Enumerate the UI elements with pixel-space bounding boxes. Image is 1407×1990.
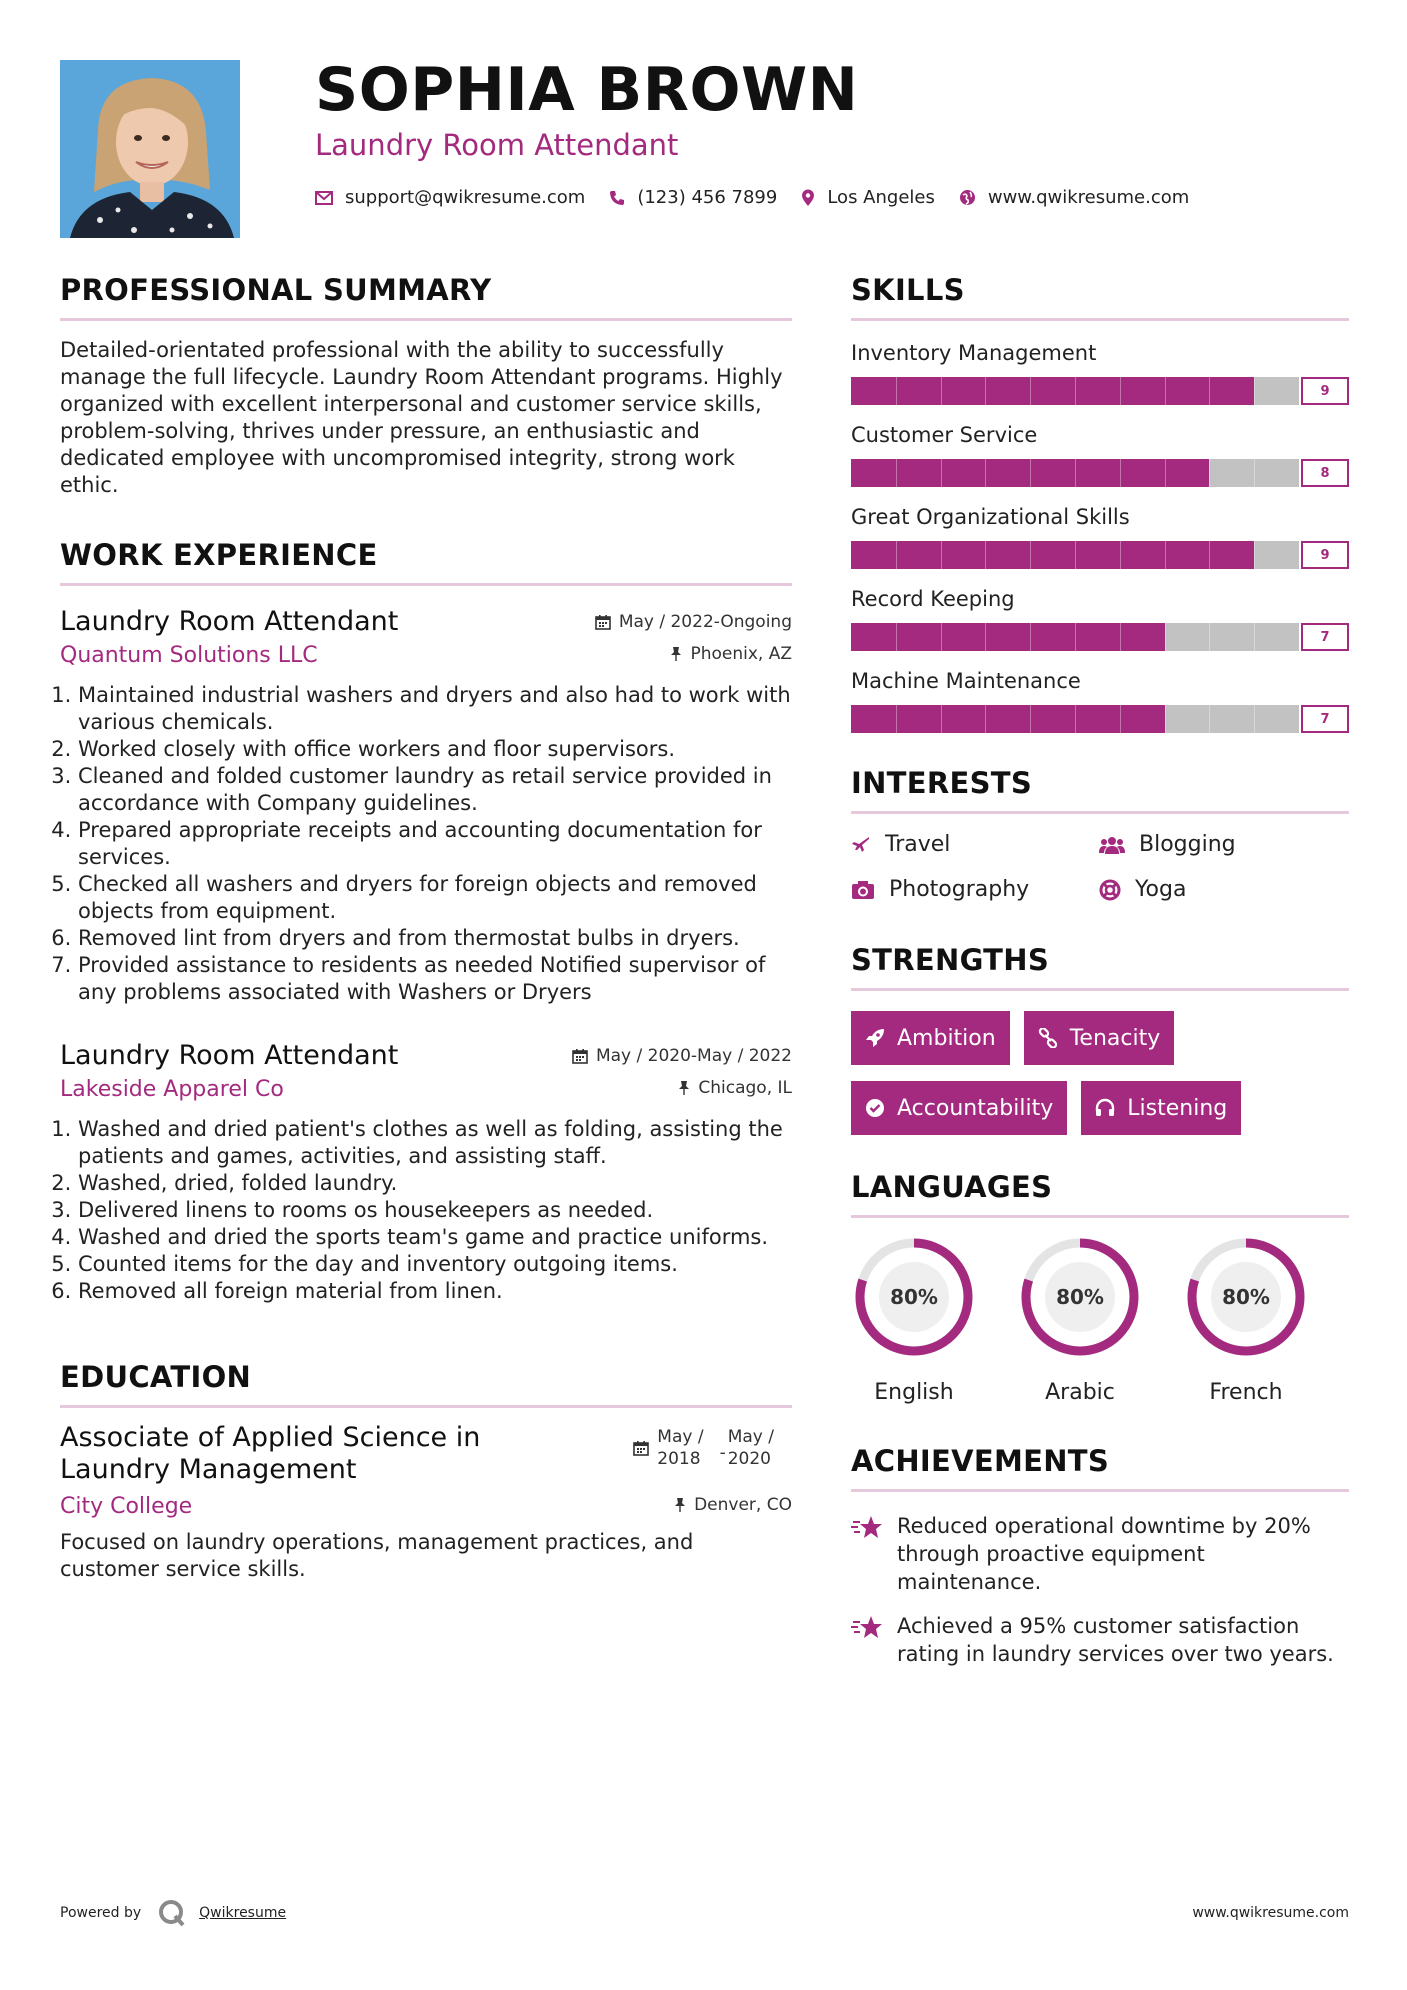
location-text: Los Angeles bbox=[827, 187, 935, 208]
skill-bar-divider bbox=[1209, 705, 1210, 733]
skill-bar-divider bbox=[1120, 459, 1121, 487]
list-item: 4. Washed and dried the sports team's game and practice uniforms. bbox=[78, 1224, 792, 1251]
skill-bar-divider bbox=[1165, 705, 1166, 733]
skill-bar-divider bbox=[941, 377, 942, 405]
language-percent: 80% bbox=[1056, 1285, 1104, 1309]
experience-heading: WORK EXPERIENCE bbox=[60, 535, 792, 586]
job-location-text: Chicago, IL bbox=[698, 1078, 792, 1098]
globe-icon bbox=[959, 189, 976, 206]
language-name: French bbox=[1209, 1380, 1283, 1405]
powered-by bbox=[60, 1898, 286, 1928]
candidate-title: Laundry Room Attendant bbox=[315, 128, 679, 162]
headphones-icon bbox=[1095, 1098, 1115, 1118]
candidate-name: SOPHIA BROWN bbox=[315, 55, 859, 125]
job-title: Laundry Room Attendant bbox=[60, 606, 399, 637]
education-location-text: Denver, CO bbox=[694, 1495, 792, 1515]
skill-bar-divider bbox=[1254, 623, 1255, 651]
skills-list bbox=[851, 341, 1349, 733]
skill-item bbox=[851, 669, 1349, 733]
skill-bar-divider bbox=[1209, 377, 1210, 405]
skill-level-badge: 8 bbox=[1301, 459, 1349, 487]
map-pin-icon bbox=[801, 189, 815, 207]
calendar-icon bbox=[572, 1048, 588, 1064]
interest-label: Travel bbox=[885, 832, 951, 857]
skill-name: Inventory Management bbox=[851, 341, 1097, 365]
skill-bar-divider bbox=[1254, 705, 1255, 733]
skill-bar-divider bbox=[896, 623, 897, 651]
interest-item bbox=[1099, 877, 1347, 902]
summary-text: Detailed-orientated professional with the ability to successfully manage the full lifecycle. Laundry Room Attendant programs. Highly organized with excellent interpersonal and customer service skills, problem-solving, thrives under pressure, an enthusiastic and dedicated employee with uncompromised integrity, strong work ethic. bbox=[60, 338, 783, 497]
job-location-text: Phoenix, AZ bbox=[690, 644, 792, 664]
education-location bbox=[674, 1495, 792, 1515]
skill-bar-divider bbox=[1030, 377, 1031, 405]
list-item: 6. Removed all foreign material from linen. bbox=[78, 1278, 792, 1305]
school-name: City College bbox=[60, 1494, 193, 1519]
skill-bar-divider bbox=[896, 377, 897, 405]
skill-bar bbox=[851, 377, 1299, 405]
language-name: English bbox=[874, 1380, 954, 1405]
link-icon bbox=[1038, 1028, 1058, 1048]
contact-email[interactable] bbox=[315, 187, 585, 208]
skill-bar-divider bbox=[985, 705, 986, 733]
skill-bar-divider bbox=[1254, 377, 1255, 405]
skill-bar-divider bbox=[896, 459, 897, 487]
star-award-icon bbox=[851, 1514, 883, 1542]
skill-item bbox=[851, 587, 1349, 651]
skill-bar-divider bbox=[1120, 623, 1121, 651]
languages-section bbox=[851, 1167, 1349, 1405]
contact-bar bbox=[315, 187, 1355, 208]
list-item: 4. Prepared appropriate receipts and accounting documentation for services. bbox=[78, 817, 792, 871]
job-dates bbox=[572, 1046, 792, 1066]
phone-text: (123) 456 7899 bbox=[637, 187, 778, 208]
interests-list bbox=[851, 832, 1349, 902]
strength-label: Ambition bbox=[897, 1025, 996, 1051]
skill-bar-fill bbox=[851, 541, 1254, 569]
strengths-section bbox=[851, 940, 1349, 1135]
education-start-year: 2018 bbox=[657, 1449, 701, 1469]
skill-bar-divider bbox=[1165, 459, 1166, 487]
experience-section bbox=[60, 535, 792, 1305]
interest-item bbox=[851, 832, 1099, 857]
education-date-dash: - bbox=[719, 1443, 726, 1463]
strength-label: Accountability bbox=[897, 1095, 1054, 1121]
skill-bar-divider bbox=[985, 541, 986, 569]
skill-bar-divider bbox=[1209, 459, 1210, 487]
email-text: support@qwikresume.com bbox=[345, 187, 586, 208]
interest-label: Blogging bbox=[1139, 832, 1236, 857]
rocket-icon bbox=[865, 1028, 885, 1048]
list-item: 2. Washed, dried, folded laundry. bbox=[78, 1170, 792, 1197]
achievements-section bbox=[851, 1441, 1349, 1668]
skill-bar-divider bbox=[985, 377, 986, 405]
strengths-heading: STRENGTHS bbox=[851, 940, 1349, 991]
summary-section bbox=[60, 270, 792, 499]
skill-bar-divider bbox=[941, 459, 942, 487]
education-section bbox=[60, 1357, 792, 1583]
strength-badge bbox=[851, 1081, 1067, 1135]
education-start-month: May / bbox=[657, 1427, 704, 1447]
skill-bar-divider bbox=[1254, 541, 1255, 569]
summary-heading: PROFESSIONAL SUMMARY bbox=[60, 270, 792, 321]
skill-name: Customer Service bbox=[851, 423, 1038, 447]
skills-section bbox=[851, 270, 1349, 733]
job-location bbox=[678, 1078, 792, 1098]
language-percent: 80% bbox=[890, 1285, 938, 1309]
skill-item bbox=[851, 505, 1349, 569]
list-item: 1. Maintained industrial washers and dryers and also had to work with various chemicals. bbox=[78, 682, 792, 736]
skill-name: Machine Maintenance bbox=[851, 669, 1081, 693]
phone-icon bbox=[609, 190, 625, 206]
footer-website[interactable]: www.qwikresume.com bbox=[1192, 1905, 1349, 1921]
skill-name: Record Keeping bbox=[851, 587, 1015, 611]
pushpin-icon bbox=[674, 1497, 686, 1513]
strength-badge bbox=[1024, 1011, 1175, 1065]
skill-level-badge: 7 bbox=[1301, 623, 1349, 651]
education-end-month: May / bbox=[727, 1427, 774, 1447]
skill-bar-divider bbox=[1120, 377, 1121, 405]
pushpin-icon bbox=[670, 646, 682, 662]
language-item bbox=[853, 1236, 975, 1405]
skill-bar-divider bbox=[1075, 459, 1076, 487]
camera-icon bbox=[851, 880, 875, 900]
skill-bar-divider bbox=[1075, 705, 1076, 733]
list-item: 5. Checked all washers and dryers for foreign objects and removed objects from equipment. bbox=[78, 871, 792, 925]
skill-bar bbox=[851, 705, 1299, 733]
duties-list bbox=[60, 682, 792, 1006]
website-text: www.qwikresume.com bbox=[987, 187, 1190, 208]
qwikresume-logo-icon bbox=[157, 1898, 187, 1928]
language-item bbox=[1019, 1236, 1141, 1405]
achievement-item bbox=[851, 1512, 1349, 1596]
skill-bar-divider bbox=[1030, 705, 1031, 733]
company-name: Quantum Solutions LLC bbox=[60, 643, 318, 668]
education-end-year: 2020 bbox=[727, 1449, 771, 1469]
job-dates-text: May / 2022-Ongoing bbox=[618, 612, 792, 632]
list-item: 5. Counted items for the day and inventory outgoing items. bbox=[78, 1251, 792, 1278]
degree-title: Associate of Applied Science in Laundry Management bbox=[60, 1422, 481, 1485]
duties-list bbox=[60, 1116, 792, 1305]
profile-photo bbox=[60, 60, 240, 238]
skill-item bbox=[851, 423, 1349, 487]
skill-bar-divider bbox=[1030, 541, 1031, 569]
check-circle-icon bbox=[865, 1098, 885, 1118]
skill-bar-divider bbox=[985, 459, 986, 487]
left-column bbox=[60, 270, 792, 1583]
skill-bar-divider bbox=[1075, 377, 1076, 405]
education-heading: EDUCATION bbox=[60, 1357, 792, 1408]
education-dates bbox=[633, 1426, 774, 1470]
skill-bar-divider bbox=[1075, 541, 1076, 569]
language-percent: 80% bbox=[1222, 1285, 1270, 1309]
right-column bbox=[851, 270, 1349, 1684]
skill-bar-divider bbox=[1030, 623, 1031, 651]
skill-bar-divider bbox=[941, 705, 942, 733]
pushpin-icon bbox=[678, 1080, 690, 1096]
language-ring bbox=[1185, 1236, 1307, 1358]
page-footer bbox=[60, 1898, 1349, 1928]
skill-bar-divider bbox=[985, 623, 986, 651]
list-item: 3. Cleaned and folded customer laundry as retail service provided in accordance with Company guidelines. bbox=[78, 763, 792, 817]
job-entry bbox=[60, 1040, 792, 1305]
job-title: Laundry Room Attendant bbox=[60, 1040, 399, 1071]
job-dates bbox=[595, 612, 792, 632]
interest-label: Yoga bbox=[1135, 877, 1187, 902]
resume-header bbox=[315, 55, 1355, 208]
interests-heading: INTERESTS bbox=[851, 763, 1349, 814]
languages-heading: LANGUAGES bbox=[851, 1167, 1349, 1218]
skill-bar-divider bbox=[1165, 541, 1166, 569]
skill-level-badge: 9 bbox=[1301, 541, 1349, 569]
skill-bar bbox=[851, 623, 1299, 651]
list-item: 7. Provided assistance to residents as needed Notified supervisor of any problems associated with Washers or Dryers bbox=[78, 952, 792, 1006]
language-name: Arabic bbox=[1045, 1380, 1115, 1405]
skill-bar-fill bbox=[851, 623, 1165, 651]
skill-bar-divider bbox=[1209, 541, 1210, 569]
skill-bar-divider bbox=[1120, 705, 1121, 733]
interest-label: Photography bbox=[889, 877, 1030, 902]
skill-bar-divider bbox=[1165, 377, 1166, 405]
contact-location bbox=[801, 187, 935, 208]
skill-bar bbox=[851, 541, 1299, 569]
job-dates-text: May / 2020-May / 2022 bbox=[595, 1046, 792, 1066]
strengths-list bbox=[851, 1011, 1349, 1135]
list-item: 1. Washed and dried patient's clothes as well as folding, assisting the patients and games, activities, and assisting staff. bbox=[78, 1116, 792, 1170]
skill-bar-divider bbox=[1254, 459, 1255, 487]
job-entry bbox=[60, 606, 792, 1006]
calendar-icon bbox=[595, 614, 611, 630]
strength-label: Listening bbox=[1127, 1095, 1228, 1121]
achievement-item bbox=[851, 1612, 1349, 1668]
list-item: 6. Removed lint from dryers and from thermostat bulbs in dryers. bbox=[78, 925, 792, 952]
interest-item bbox=[1099, 832, 1347, 857]
skill-bar-fill bbox=[851, 377, 1254, 405]
list-item: 3. Delivered linens to rooms os housekeepers as needed. bbox=[78, 1197, 792, 1224]
contact-website[interactable] bbox=[959, 187, 1189, 208]
skill-bar-fill bbox=[851, 705, 1165, 733]
skill-level-badge: 9 bbox=[1301, 377, 1349, 405]
skill-level-badge: 7 bbox=[1301, 705, 1349, 733]
lifebuoy-icon bbox=[1099, 879, 1121, 901]
skill-bar-divider bbox=[896, 705, 897, 733]
portrait-image bbox=[60, 60, 240, 238]
contact-phone[interactable] bbox=[609, 187, 777, 208]
skill-bar-divider bbox=[1165, 623, 1166, 651]
skill-bar-divider bbox=[941, 541, 942, 569]
skill-bar-divider bbox=[1030, 459, 1031, 487]
job-location bbox=[670, 644, 792, 664]
star-award-icon bbox=[851, 1614, 883, 1642]
strength-badge bbox=[1081, 1081, 1241, 1135]
skill-bar bbox=[851, 459, 1299, 487]
achievements-heading: ACHIEVEMENTS bbox=[851, 1441, 1349, 1492]
languages-list bbox=[851, 1236, 1349, 1405]
language-item bbox=[1185, 1236, 1307, 1405]
skill-name: Great Organizational Skills bbox=[851, 505, 1130, 529]
language-ring bbox=[1019, 1236, 1141, 1358]
achievement-text: Achieved a 95% customer satisfaction rating in laundry services over two years. bbox=[897, 1614, 1334, 1666]
achievement-text: Reduced operational downtime by 20% through proactive equipment maintenance. bbox=[897, 1514, 1311, 1594]
brand-link[interactable]: Qwikresume bbox=[199, 1905, 287, 1921]
users-icon bbox=[1099, 835, 1125, 855]
envelope-icon bbox=[315, 191, 333, 205]
skill-bar-divider bbox=[1075, 623, 1076, 651]
skill-bar-divider bbox=[1209, 623, 1210, 651]
strength-badge bbox=[851, 1011, 1010, 1065]
language-ring bbox=[853, 1236, 975, 1358]
interest-item bbox=[851, 877, 1099, 902]
calendar-icon bbox=[633, 1440, 649, 1456]
education-description: Focused on laundry operations, management practices, and customer service skills. bbox=[60, 1530, 694, 1581]
interests-section bbox=[851, 763, 1349, 902]
skill-bar-divider bbox=[941, 623, 942, 651]
skill-item bbox=[851, 341, 1349, 405]
plane-icon bbox=[851, 835, 871, 855]
powered-by-label: Powered by bbox=[60, 1905, 142, 1921]
strength-label: Tenacity bbox=[1069, 1025, 1161, 1051]
list-item: 2. Worked closely with office workers and floor supervisors. bbox=[78, 736, 792, 763]
company-name: Lakeside Apparel Co bbox=[60, 1077, 284, 1102]
skill-bar-divider bbox=[1120, 541, 1121, 569]
skill-bar-divider bbox=[896, 541, 897, 569]
skills-heading: SKILLS bbox=[851, 270, 1349, 321]
